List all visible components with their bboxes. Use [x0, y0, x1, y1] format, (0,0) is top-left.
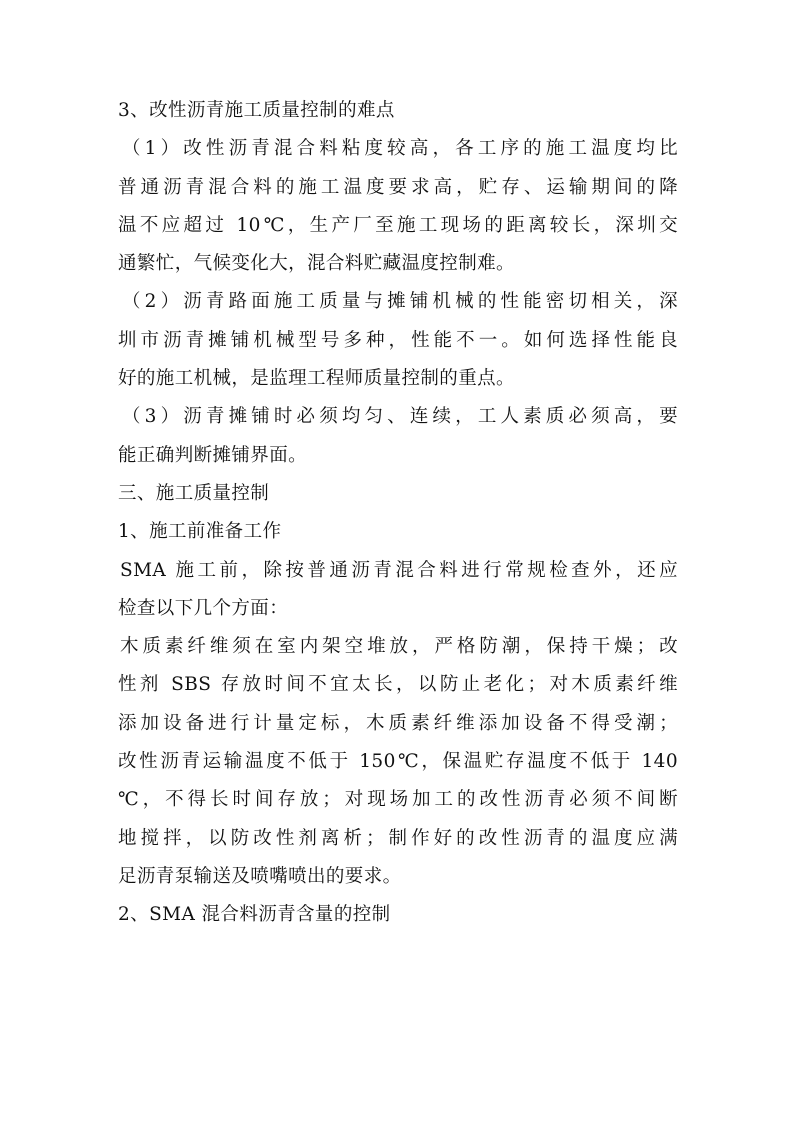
paragraph-line: ℃，不得长时间存放；对现场加工的改性沥青必须不间断	[118, 789, 678, 811]
paragraph-line: 添加设备进行计量定标，木质素纤维添加设备不得受潮；	[118, 712, 678, 734]
document-body	[118, 92, 678, 935]
paragraph-line: 性剂 SBS 存放时间不宜太长，以防止老化；对木质素纤维	[118, 674, 678, 696]
paragraph-line: 改性沥青运输温度不低于 150℃，保温贮存温度不低于 140	[118, 751, 678, 773]
paragraph-line: （3）沥青摊铺时必须均匀、连续，工人素质必须高，要	[122, 406, 678, 428]
section-heading-quality-control: 三、施工质量控制	[118, 482, 270, 504]
subheading-asphalt-content: 2、SMA 混合料沥青含量的控制	[118, 904, 391, 926]
paragraph-line: 普通沥青混合料的施工温度要求高，贮存、运输期间的降	[118, 176, 678, 198]
paragraph-line: 检查以下几个方面：	[118, 597, 289, 619]
paragraph-line: （2）沥青路面施工质量与摊铺机械的性能密切相关，深	[122, 291, 678, 313]
paragraph-line: SMA 施工前，除按普通沥青混合料进行常规检查外，还应	[120, 559, 678, 581]
paragraph-line: 足沥青泵输送及喷嘴喷出的要求。	[118, 865, 402, 887]
paragraph-line: 地搅拌，以防改性剂离析；制作好的改性沥青的温度应满	[118, 827, 678, 849]
paragraph-line: 木质素纤维须在室内架空堆放，严格防潮，保持干燥；改	[120, 636, 678, 658]
paragraph-line: 能正确判断摊铺界面。	[118, 444, 308, 466]
paragraph-line: 圳市沥青摊铺机械型号多种，性能不一。如何选择性能良	[118, 329, 678, 351]
paragraph-line: 通繁忙，气候变化大，混合料贮藏温度控制难。	[118, 253, 515, 275]
subheading-preparation: 1、施工前准备工作	[118, 521, 282, 543]
paragraph-line: 好的施工机械，是监理工程师质量控制的重点。	[118, 368, 515, 390]
heading-difficulties: 3、改性沥青施工质量控制的难点	[118, 100, 395, 121]
paragraph-line: （1）改性沥青混合料粘度较高，各工序的施工温度均比	[122, 138, 678, 160]
paragraph-line: 温不应超过 10℃，生产厂至施工现场的距离较长，深圳交	[118, 214, 678, 236]
